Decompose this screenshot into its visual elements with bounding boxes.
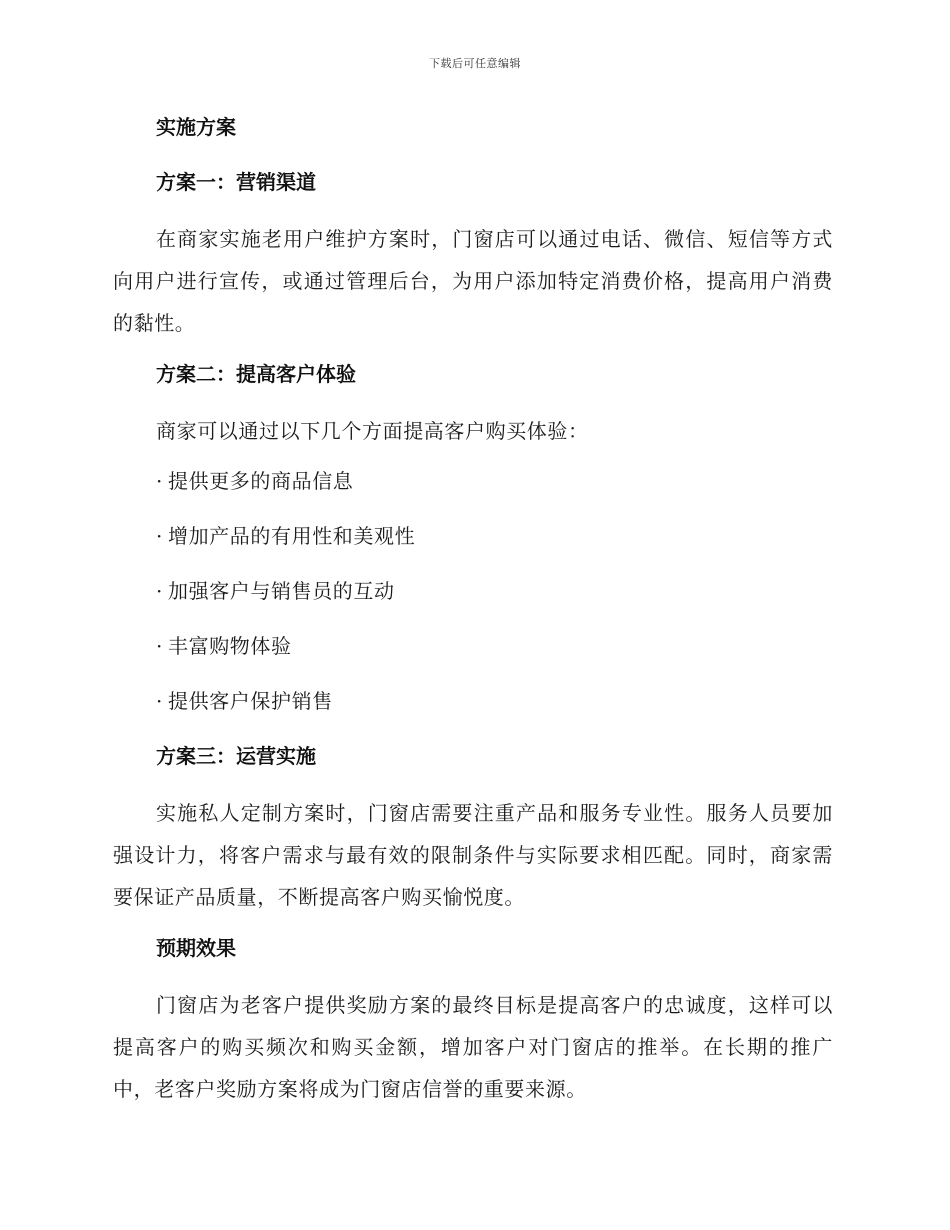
- bullet-dot: ·: [156, 634, 163, 658]
- expected-effect-heading: 预期效果: [156, 936, 236, 960]
- bullet-text: 增加产品的有用性和美观性: [168, 524, 416, 548]
- plan1-heading: 方案一：营销渠道: [156, 170, 316, 194]
- bullet-dot: ·: [156, 579, 163, 603]
- bullet-dot: ·: [156, 469, 163, 493]
- section-title-implementation: 实施方案: [156, 115, 236, 139]
- bullet-item: [113, 682, 833, 720]
- header-note: 下载后可任意编辑: [429, 57, 521, 70]
- bullet-text: 提供更多的商品信息: [168, 469, 354, 493]
- bullet-text: 提供客户保护销售: [168, 689, 333, 713]
- bullet-dot: ·: [156, 689, 163, 713]
- plan2-heading: 方案二：提高客户体验: [156, 362, 356, 386]
- bullet-item: [113, 572, 833, 610]
- bullet-text: 丰富购物体验: [168, 634, 292, 658]
- plan3-heading: 方案三：运营实施: [156, 744, 316, 768]
- plan2-intro: 商家可以通过以下几个方面提高客户购买体验：: [156, 419, 589, 443]
- bullet-item: [113, 627, 833, 665]
- document-body: [113, 108, 833, 1121]
- bullet-item: [113, 462, 833, 500]
- plan3-paragraph: 实施私人定制方案时，门窗店需要注重产品和服务专业性。服务人员要加强设计力，将客户需求与最有效的限制条件与实际要求相匹配。同时，商家需要保证产品质量，不断提高客户购买愉悦度。: [113, 801, 833, 909]
- bullet-text: 加强客户与销售员的互动: [168, 579, 395, 603]
- bullet-item: [113, 517, 833, 555]
- plan1-paragraph: 在商家实施老用户维护方案时，门窗店可以通过电话、微信、短信等方式向用户进行宣传，或通过管理后台，为用户添加特定消费价格，提高用户消费的黏性。: [113, 227, 833, 335]
- bullet-dot: ·: [156, 524, 163, 548]
- expected-effect-paragraph: 门窗店为老客户提供奖励方案的最终目标是提高客户的忠诚度，这样可以提高客户的购买频次和购买金额，增加客户对门窗店的推举。在长期的推广中，老客户奖励方案将成为门窗店信誉的重要来源。: [113, 993, 833, 1101]
